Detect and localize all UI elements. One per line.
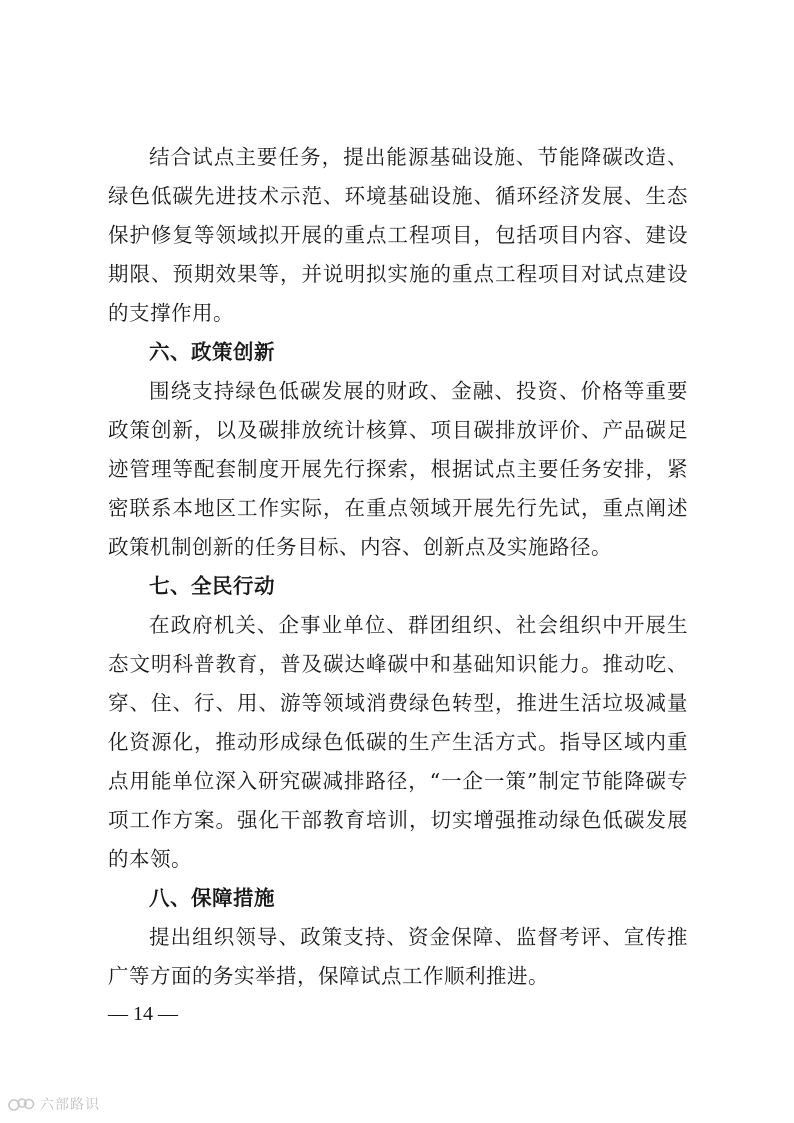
document-body bbox=[108, 138, 688, 996]
heading-policy-innovation: 六、政策创新 bbox=[149, 340, 275, 364]
paragraph-policy-innovation: 围绕支持绿色低碳发展的财政、金融、投资、价格等重要政策创新，以及碳排放统计核算、项目碳排放评价、产品碳足迹管理等配套制度开展先行探索，根据试点主要任务安排，紧密联系本地区工作实际，在重点领域开展先行先试，重点阐述政策机制创新的任务目标、内容、创新点及实施路径。 bbox=[108, 379, 688, 559]
heading-public-action: 七、全民行动 bbox=[149, 574, 275, 598]
paragraph-key-projects: 结合试点主要任务，提出能源基础设施、节能降碳改造、绿色低碳先进技术示范、环境基础设施、循环经济发展、生态保护修复等领域拟开展的重点工程项目，包括项目内容、建设期限、预期效果等，并说明拟实施的重点工程项目对试点建设的支撑作用。 bbox=[108, 145, 688, 325]
watermark-text: 六部路识 bbox=[40, 1097, 100, 1113]
heading-safeguards: 八、保障措施 bbox=[149, 886, 275, 910]
paragraph-public-action: 在政府机关、企事业单位、群团组织、社会组织中开展生态文明科普教育，普及碳达峰碳中和基础知识能力。推动吃、穿、住、行、用、游等领域消费绿色转型，推进生活垃圾减量化资源化，推动形成绿色低碳的生产生活方式。指导区域内重点用能单位深入研究碳减排路径，“一企一策”制定节能降碳专项工作方案。强化干部教育培训，切实增强推动绿色低碳发展的本领。 bbox=[108, 613, 688, 871]
watermark-logo-icon bbox=[8, 1095, 36, 1113]
watermark bbox=[8, 1094, 100, 1114]
page-number: — 14 — bbox=[108, 1003, 178, 1025]
paragraph-safeguards: 提出组织领导、政策支持、资金保障、监督考评、宣传推广等方面的务实举措，保障试点工作顺利推进。 bbox=[108, 925, 688, 988]
